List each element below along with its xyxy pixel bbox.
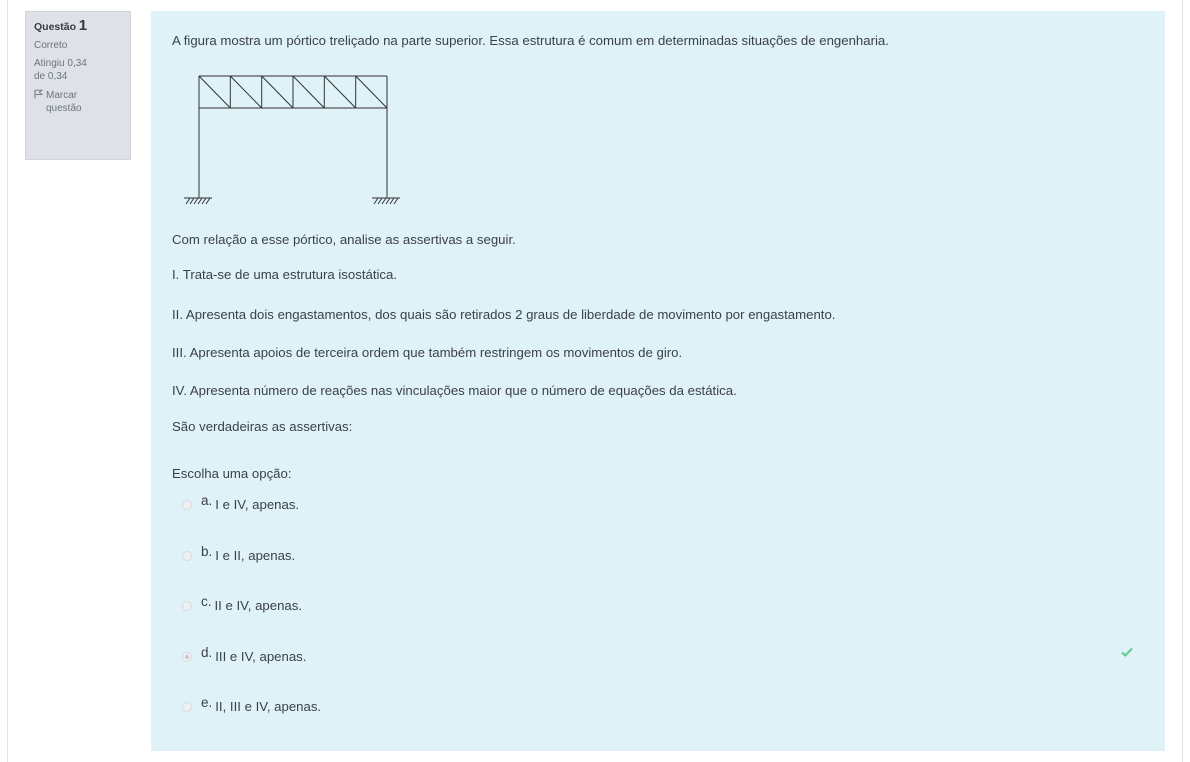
- question-header: [34, 19, 122, 34]
- statement-2: II. Apresenta dois engastamentos, dos quais são retirados 2 graus de liberdade de movimento por engastamento.: [172, 307, 836, 322]
- grade-line-1: Atingiu 0,34: [34, 58, 87, 69]
- flag-label-1: Marcar: [46, 90, 78, 101]
- option-e[interactable]: [182, 695, 322, 714]
- option-c[interactable]: [182, 594, 303, 613]
- question-intro: A figura mostra um pórtico treliçado na parte superior. Essa estrutura é comum em determinadas situações de engenharia.: [172, 33, 889, 48]
- question-info-panel: [25, 11, 131, 160]
- choose-option-label: Escolha uma opção:: [172, 466, 292, 481]
- flag-question-link[interactable]: [34, 89, 122, 115]
- option-e-letter: e.: [201, 695, 213, 710]
- question-label: Questão: [34, 21, 77, 33]
- statement-4: IV. Apresenta número de reações nas vinculações maior que o número de equações da estática.: [172, 383, 737, 398]
- option-b-text: I e II, apenas.: [215, 548, 296, 563]
- statement-1: I. Trata-se de uma estrutura isostática.: [172, 267, 398, 282]
- option-b-letter: b.: [201, 544, 213, 559]
- flag-icon: [34, 89, 43, 115]
- statement-3: III. Apresenta apoios de terceira ordem que também restringem os movimentos de giro.: [172, 345, 683, 360]
- check-icon: [1121, 645, 1133, 660]
- option-e-text: II, III e IV, apenas.: [215, 699, 322, 714]
- option-b-radio[interactable]: [182, 551, 192, 561]
- option-d-text: III e IV, apenas.: [215, 649, 307, 664]
- question-number: 1: [78, 17, 88, 34]
- option-d-radio[interactable]: [182, 652, 192, 662]
- grade-line-2: de 0,34: [34, 71, 68, 82]
- question-status: Correto: [34, 40, 68, 51]
- option-e-radio[interactable]: [182, 702, 192, 712]
- question-closing: São verdadeiras as assertivas:: [172, 419, 353, 434]
- flag-label-2: questão: [46, 103, 82, 114]
- question-prompt: Com relação a esse pórtico, analise as assertivas a seguir.: [172, 232, 516, 247]
- option-c-radio[interactable]: [182, 601, 192, 611]
- option-d[interactable]: [182, 645, 307, 664]
- option-a-radio[interactable]: [182, 500, 192, 510]
- option-b[interactable]: [182, 544, 296, 563]
- option-a-text: I e IV, apenas.: [215, 497, 300, 512]
- option-a[interactable]: [182, 493, 300, 512]
- option-c-text: II e IV, apenas.: [214, 598, 303, 613]
- question-grade: [34, 57, 122, 83]
- option-a-letter: a.: [201, 493, 213, 508]
- question-content: [151, 11, 1165, 751]
- option-c-letter: c.: [201, 594, 212, 609]
- truss-frame-figure: [179, 66, 409, 219]
- option-d-letter: d.: [201, 645, 213, 660]
